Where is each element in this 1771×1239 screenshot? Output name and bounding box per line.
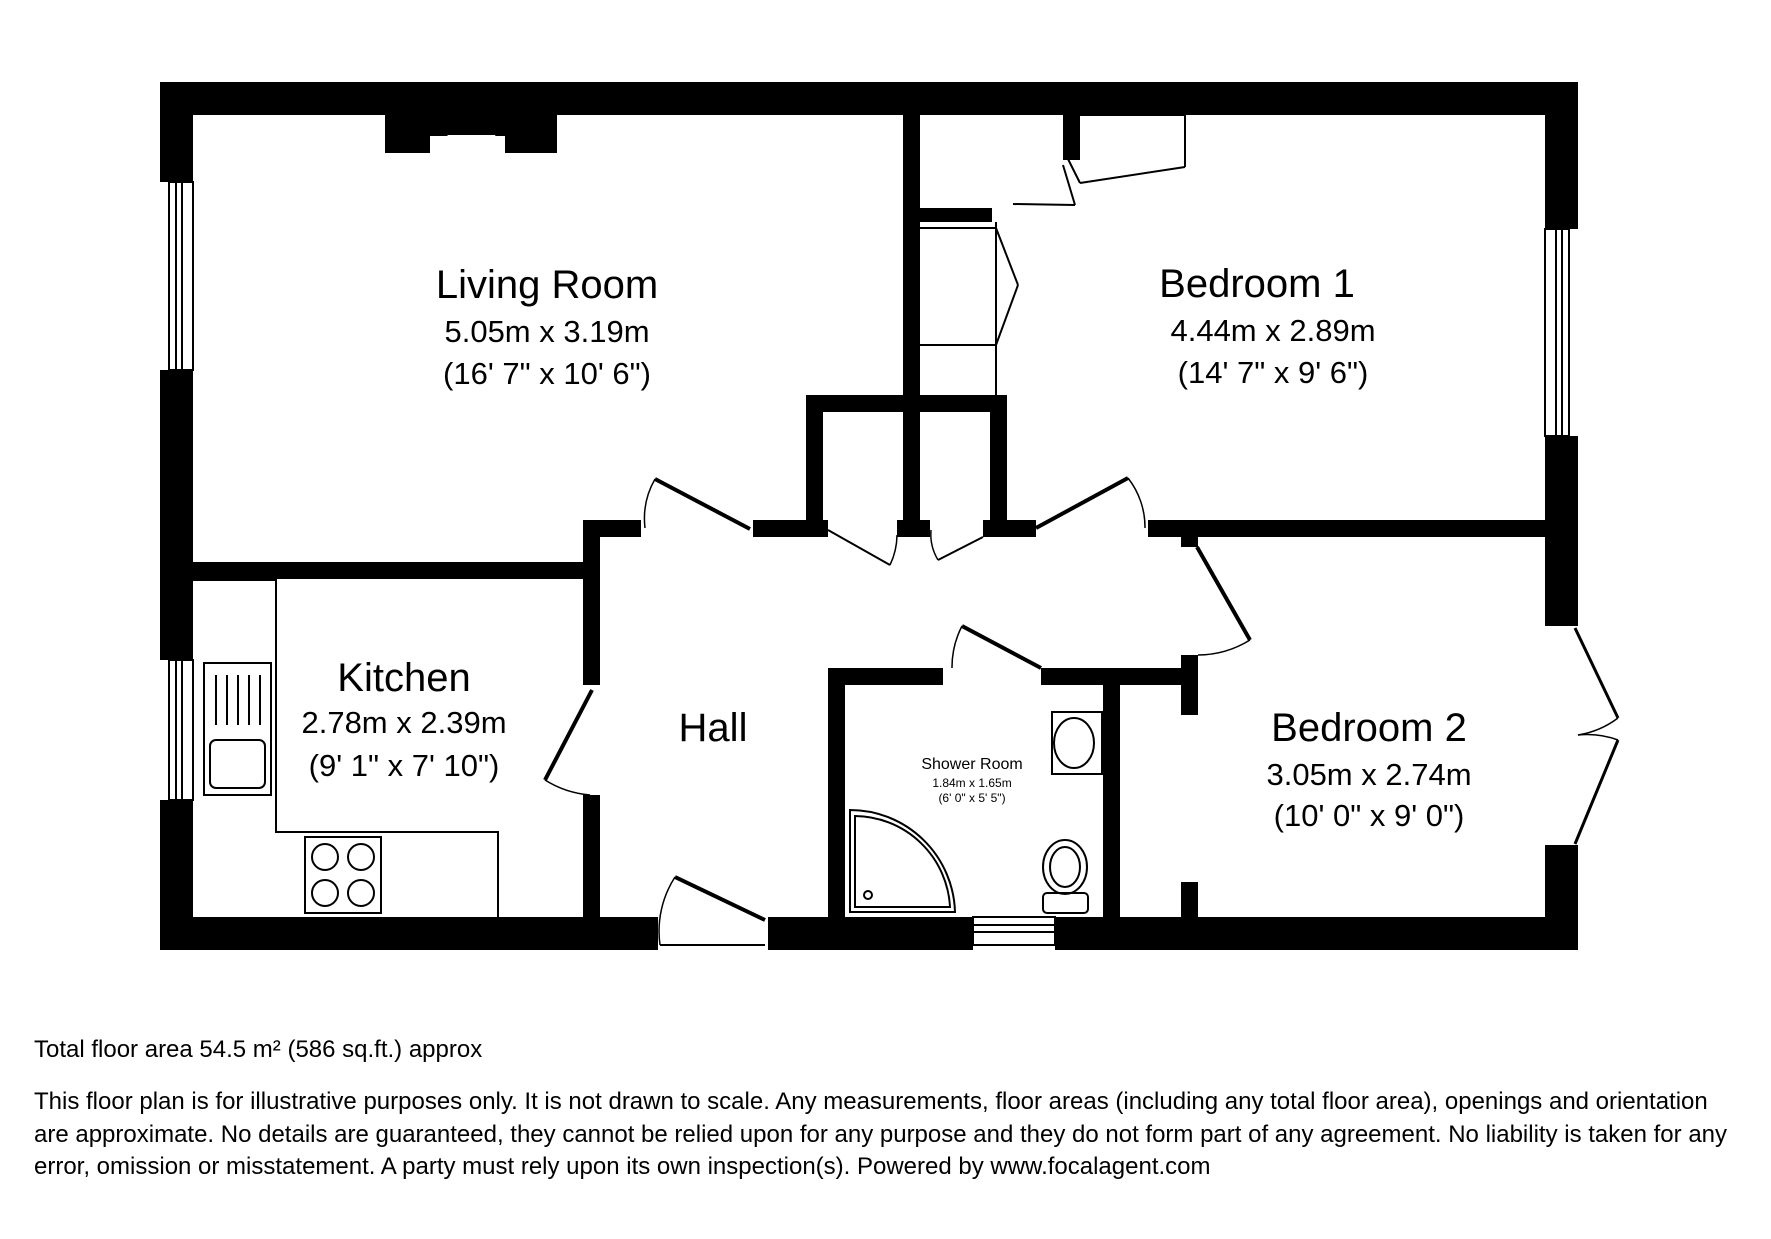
- front-door: [659, 877, 765, 945]
- living-room-name: Living Room: [435, 263, 659, 307]
- wash-basin-icon: [1052, 712, 1102, 774]
- shower-tray-icon: [850, 810, 955, 912]
- bedroom-1-metric: 4.44m x 2.89m: [1170, 313, 1376, 348]
- kitchen-name: Kitchen: [337, 656, 471, 700]
- kitchen-imperial: (9' 1" x 7' 10"): [308, 748, 500, 783]
- hall-name: Hall: [678, 706, 748, 750]
- toilet-icon: [1043, 840, 1088, 913]
- bedroom-2-metric: 3.05m x 2.74m: [1266, 757, 1472, 792]
- living-room-door: [644, 479, 750, 529]
- shower-room-fittings: [850, 712, 1102, 913]
- living-room-metric: 5.05m x 3.19m: [444, 314, 650, 349]
- bedroom-1-wardrobe: [920, 115, 1185, 395]
- cupboard-door-left: [828, 530, 897, 565]
- room-labels: [301, 262, 1471, 833]
- sink-icon: [204, 663, 271, 795]
- shower-room-window: [973, 917, 1055, 945]
- shower-room-door: [952, 626, 1041, 668]
- interior-walls: [193, 115, 1560, 917]
- kitchen-door: [545, 690, 592, 795]
- kitchen-metric: 2.78m x 2.39m: [301, 705, 507, 740]
- shower-room-imperial: (6' 0" x 5' 5"): [938, 791, 1006, 805]
- living-room-window: [169, 182, 193, 370]
- bedroom-2-name: Bedroom 2: [1271, 706, 1467, 750]
- bedroom-1-name: Bedroom 1: [1159, 262, 1355, 306]
- hob-icon: [305, 837, 381, 913]
- disclaimer-text: This floor plan is for illustrative purposes only. It is not drawn to scale. Any measurements, floor areas (including any total floor area), openings and orientation are approximate. No details are guaranteed, they cannot be relied upon for any purpose and they do not form part of any agreement. No liability is taken for any error, omission or misstatement. A party must rely upon its own inspection(s). Powered by www.focalagent.com: [34, 1088, 1728, 1180]
- bedroom-1-window: [1545, 229, 1569, 436]
- bedroom-2-imperial: (10' 0" x 9' 0"): [1273, 798, 1465, 833]
- bedroom-2-door: [1197, 547, 1250, 655]
- living-room-imperial: (16' 7" x 10' 6"): [443, 356, 651, 391]
- kitchen-window: [169, 660, 193, 800]
- cupboard-door-right: [931, 530, 983, 560]
- bedroom-2-french-doors: [1575, 628, 1618, 844]
- total-floor-area: Total floor area 54.5 m² (586 sq.ft.) approx: [34, 1036, 483, 1063]
- wardrobe-doors: [996, 155, 1185, 345]
- shower-room-name: Shower Room: [921, 756, 1023, 773]
- bedroom-1-door: [1036, 478, 1145, 528]
- bedroom-1-imperial: (14' 7" x 9' 6"): [1177, 355, 1369, 390]
- shower-room-metric: 1.84m x 1.65m: [932, 776, 1012, 790]
